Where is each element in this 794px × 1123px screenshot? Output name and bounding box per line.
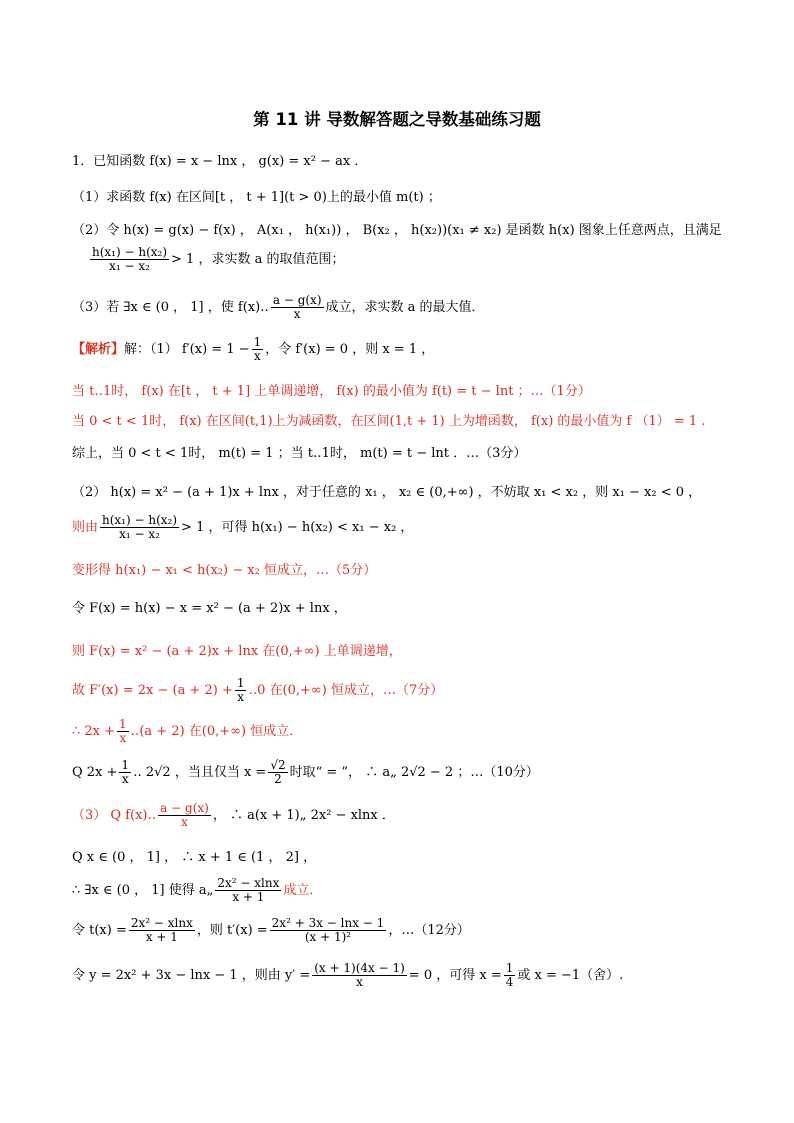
solution-line-16: 令 t(x) = $\frac{\text{2x² − xlnx}}{x + 1}$ ，则 t′(x) = $\frac{\text{2x² + 3x − lnx − 1}}{\text{(x + 1)²}}$ ，…（12分） bbox=[72, 916, 470, 945]
solution-line-11: ∴ 2x + $\frac{1}{x}$ ‥(a + 2) 在(0,+∞) 恒成立． bbox=[72, 717, 303, 746]
analysis-tag: 【解析】 bbox=[72, 342, 125, 358]
problem-part-1: （1）求函数 f(x) 在区间[t ， t + 1](t > 0)上的最小值 m(t) ； bbox=[72, 190, 441, 205]
solution-line-1: 【解析】解：（1） f′(x) = 1 − $\frac{1}{x}$ ，令 f′(x) = 0 ，则 x = 1 ， bbox=[72, 335, 435, 364]
fraction: $\frac{\text{h(x₁) − h(x₂)}}{\text{x₁ − x₂}}$ bbox=[92, 245, 168, 274]
solution-line-9: 则 F(x) = x² − (a + 2)x + lnx 在(0,+∞) 上单调递增， bbox=[72, 644, 402, 659]
solution-line-5: （2） h(x) = x² − (a + 1)x + lnx ，对于任意的 x₁ ， x₂ ∈ (0,+∞) ，不妨取 x₁ < x₂ ，则 x₁ − x₂ < 0 ， bbox=[72, 485, 702, 500]
solution-line-13: （3） Q f(x)‥ $\frac{a - g(x)}{x}$ ， ∴ a(x + 1)„ 2x² − xlnx ． bbox=[72, 801, 395, 830]
solution-line-3: 当 0 < t < 1时， f(x) 在区间(t,1)上为减函数，在区间(1,t + 1) 上为增函数， f(x) 的最小值为 f （1） = 1 . bbox=[72, 414, 706, 429]
solution-line-6: 则由 $\frac{\text{h(x₁) − h(x₂)}}{\text{x₁ − x₂}}$ > 1 ，可得 h(x₁) − h(x₂) < x₁ − x₂ ， bbox=[72, 513, 414, 542]
solution-line-12: Q 2x + $\frac{1}{x}$ ‥ 2√2 ，当且仅当 x = $\frac{√2}{2}$ 时取“ = ”， ∴ a„ 2√2 − 2 ；…（10分） bbox=[72, 758, 539, 787]
problem-part-3: （3）若 ∃x ∈ (0 ， 1] ，使 f(x)‥ $\frac{a - g(x)}{x}$ 成立，求实数 a 的最大值． bbox=[72, 293, 485, 322]
solution-line-2: 当 t‥1时， f(x) 在[t ， t + 1] 上单调递增， f(x) 的最小值为 f(t) = t − lnt ；…（1分） bbox=[72, 384, 591, 399]
page-title: 第 11 讲 导数解答题之导数基础练习题 bbox=[253, 110, 541, 129]
solution-line-15: ∴ ∃x ∈ (0 ， 1] 使得 a„ $\frac{\text{2x² − xlnx}}{x + 1}$ 成立． bbox=[72, 876, 323, 905]
problem-part-2b: $\frac{\text{h(x₁) − h(x₂)}}{\text{x₁ − x₂}}$ > 1 ，求实数 a 的取值范围； bbox=[92, 245, 345, 274]
solution-line-8: 令 F(x) = h(x) − x = x² − (a + 2)x + lnx ， bbox=[72, 601, 347, 616]
solution-line-17: 令 y = 2x² + 3x − lnx − 1 ，则由 y′ = $\frac{(x + 1)(4x - 1)}{x}$ = 0 ，可得 x = $\frac{1}{4}$ 或 x = −1（舍）. bbox=[72, 961, 624, 990]
fraction: $\frac{a - g(x)}{x}$ bbox=[272, 293, 322, 322]
solution-line-7: 变形得 h(x₁) − x₁ < h(x₂) − x₂ 恒成立，…（5分） bbox=[72, 563, 377, 578]
solution-line-14: Q x ∈ (0 ， 1] ， ∴ x + 1 ∈ (1 ， 2] ， bbox=[72, 850, 317, 865]
problem-intro: 1．已知函数 f(x) = x − lnx ， g(x) = x² − ax ． bbox=[72, 154, 368, 169]
solution-line-10: 故 F′(x) = 2x − (a + 2) + $\frac{1}{x}$ ‥0 在(0,+∞) 恒成立，…（7分） bbox=[72, 676, 444, 705]
problem-part-2a: （2）令 h(x) = g(x) − f(x) ， A(x₁ ， h(x₁)) ， B(x₂ ， h(x₂))(x₁ ≠ x₂) 是函数 h(x) 图象上任意两点，且满足 bbox=[72, 223, 722, 238]
solution-line-4: 综上，当 0 < t < 1时， m(t) = 1 ；当 t‥1时， m(t) = t − lnt ．…（3分） bbox=[72, 446, 527, 461]
